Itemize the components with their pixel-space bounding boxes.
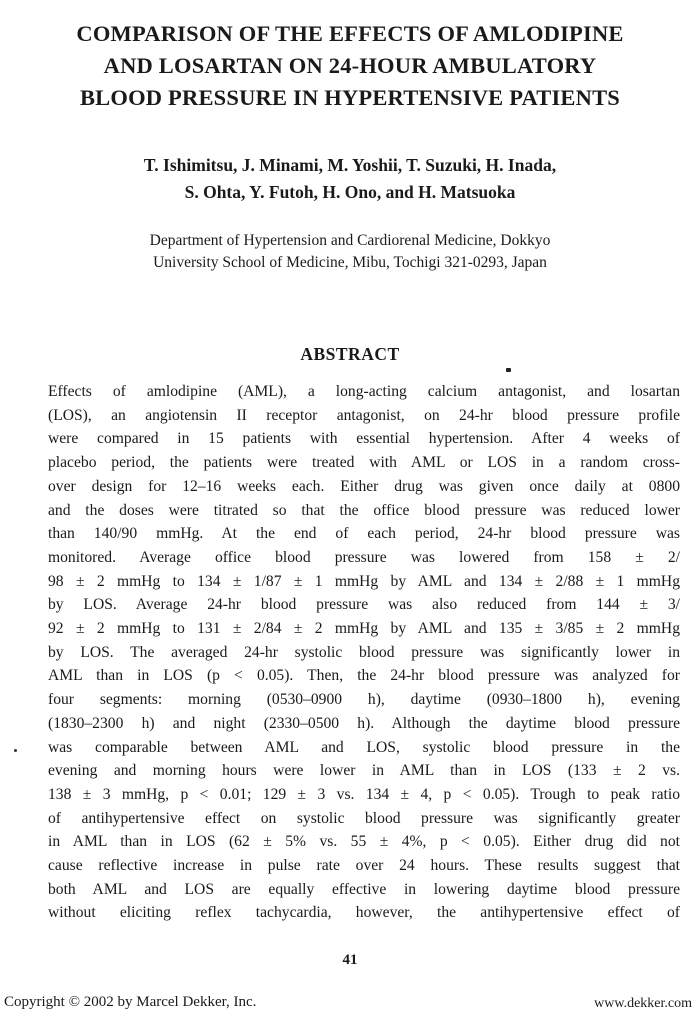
abstract-line: and the doses were titrated so that the office blood pressure was reduced lower <box>48 501 680 519</box>
abstract-line: Effects of amlodipine (AML), a long-acting calcium antagonist, and losartan <box>48 383 680 400</box>
abstract-line: 92 ± 2 mmHg to 131 ± 2/84 ± 2 mmHg by AML and 135 ± 3/85 ± 2 mmHg <box>48 620 680 638</box>
abstract-line: placebo period, the patients were treated with AML or LOS in a random cross- <box>48 454 680 472</box>
abstract-line: evening and morning hours were lower in AML than in LOS (133 ± 2 vs. <box>48 762 680 780</box>
abstract-line: by LOS. Average 24-hr blood pressure was also reduced from 144 ± 3/ <box>48 596 680 614</box>
abstract-line: (1830–2300 h) and night (2330–0500 h). Although the daytime blood pressure <box>48 714 680 732</box>
author-line: T. Ishimitsu, J. Minami, M. Yoshii, T. Suzuki, H. Inada, <box>143 155 557 175</box>
page-number: 41 <box>342 952 358 968</box>
abstract-line: in AML than in LOS (62 ± 5% vs. 55 ± 4%, p < 0.05). Either drug did not <box>48 833 680 851</box>
scan-speck <box>506 368 511 372</box>
abstract-line: by LOS. The averaged 24-hr systolic blood pressure was significantly lower in <box>48 643 680 661</box>
abstract-line: were compared in 15 patients with essential hypertension. After 4 weeks of <box>48 430 680 448</box>
abstract-line: AML than in LOS (p < 0.05). Then, the 24-hr blood pressure was analyzed for <box>48 667 680 685</box>
abstract-body <box>48 380 680 925</box>
abstract-line: of antihypertensive effect on systolic blood pressure was significantly greater <box>48 809 680 827</box>
affiliation-line: University School of Medicine, Mibu, Tochigi 321-0293, Japan <box>153 254 547 271</box>
abstract-line: without eliciting reflex tachycardia, however, the antihypertensive effect of <box>48 904 680 922</box>
title-line: COMPARISON OF THE EFFECTS OF AMLODIPINE <box>76 21 624 46</box>
abstract-line: than 140/90 mmHg. At the end of each period, 24-hr blood pressure was <box>48 525 680 543</box>
affiliation <box>40 230 660 274</box>
abstract-line: monitored. Average office blood pressure was lowered from 158 ± 2/ <box>48 548 680 566</box>
title-line: AND LOSARTAN ON 24-HOUR AMBULATORY <box>103 53 597 78</box>
article-title <box>20 18 680 114</box>
scan-speck <box>14 749 17 752</box>
publisher-url: www.dekker.com <box>594 996 692 1011</box>
abstract-line: over design for 12–16 weeks each. Either drug was given once daily at 0800 <box>48 477 680 495</box>
abstract-line: four segments: morning (0530–0900 h), daytime (0930–1800 h), evening <box>48 691 680 709</box>
abstract-line: cause reflective increase in pulse rate over 24 hours. These results suggest that <box>48 857 680 875</box>
author-line: S. Ohta, Y. Futoh, H. Ono, and H. Matsuoka <box>184 182 516 202</box>
abstract-heading: ABSTRACT <box>300 344 400 364</box>
abstract-line: (LOS), an angiotensin II receptor antagonist, on 24-hr blood pressure profile <box>48 406 680 424</box>
abstract-line: 138 ± 3 mmHg, p < 0.01; 129 ± 3 vs. 134 ± 4, p < 0.05). Trough to peak ratio <box>48 785 680 803</box>
copyright-notice: Copyright © 2002 by Marcel Dekker, Inc. <box>4 994 257 1010</box>
abstract-line: was comparable between AML and LOS, systolic blood pressure in the <box>48 738 680 756</box>
title-line: BLOOD PRESSURE IN HYPERTENSIVE PATIENTS <box>79 85 621 110</box>
affiliation-line: Department of Hypertension and Cardiorenal Medicine, Dokkyo <box>149 232 551 249</box>
abstract-line: both AML and LOS are equally effective in lowering daytime blood pressure <box>48 880 680 898</box>
author-list <box>40 152 660 206</box>
abstract-line: 98 ± 2 mmHg to 134 ± 1/87 ± 1 mmHg by AML and 134 ± 2/88 ± 1 mmHg <box>48 572 680 590</box>
